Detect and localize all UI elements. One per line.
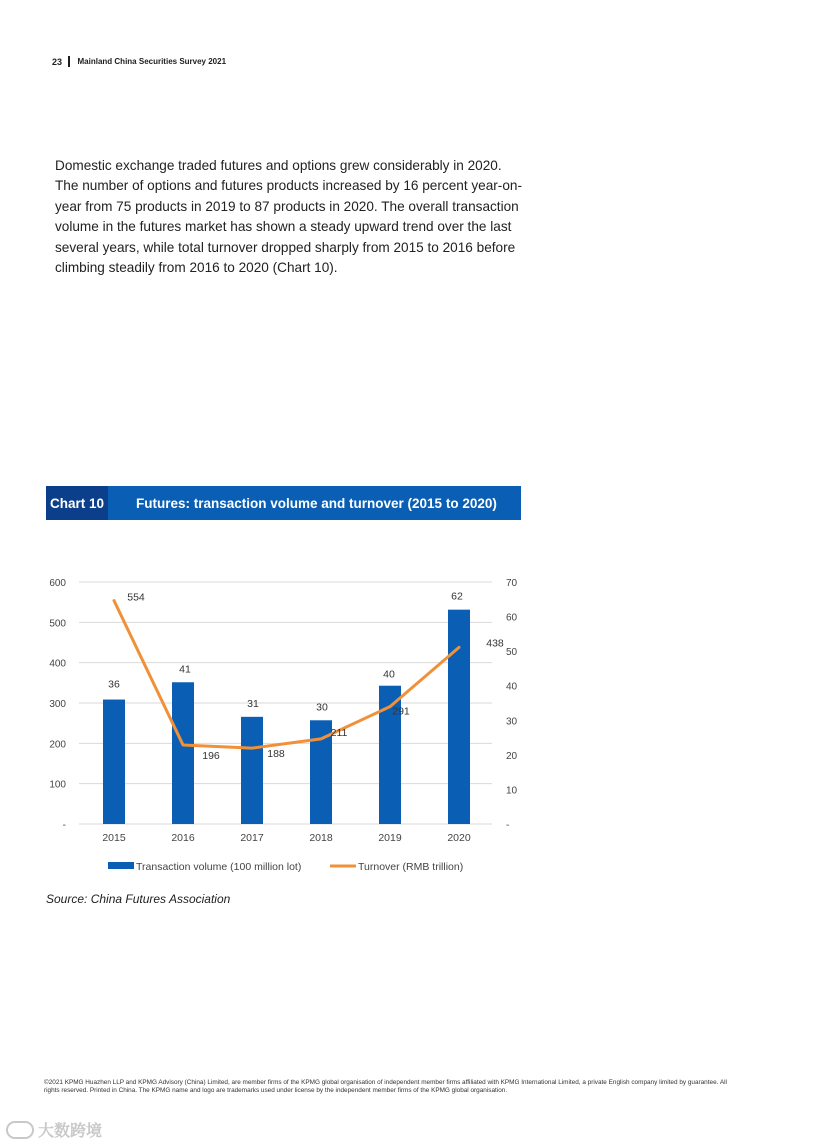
document-title: Mainland China Securities Survey 2021 — [77, 57, 227, 66]
left-axis-tick-label: 500 — [49, 618, 66, 630]
right-axis-tick-label: 30 — [506, 716, 518, 728]
line-data-label: 196 — [202, 749, 220, 762]
right-axis-tick-label: - — [506, 820, 510, 831]
right-axis-tick-label: 20 — [506, 750, 518, 762]
bar-data-label: 40 — [383, 668, 395, 681]
line-data-label: 188 — [267, 748, 285, 761]
chart-title: Futures: transaction volume and turnover (2015 to 2020) — [136, 495, 497, 511]
watermark-text: 大数跨境 — [38, 1123, 103, 1140]
left-axis-tick-label: - — [62, 820, 66, 831]
chart-number-tag: Chart 10 — [46, 486, 108, 520]
bar-data-label: 62 — [451, 590, 463, 603]
x-axis-tick-label: 2020 — [447, 832, 471, 844]
line-data-label: 438 — [486, 637, 504, 650]
legend-line-label: Turnover (RMB trillion) — [358, 861, 464, 873]
volume-bar — [103, 700, 125, 824]
right-axis-tick-label: 10 — [506, 785, 518, 797]
page-number: 23 — [52, 56, 63, 67]
bar-data-label: 30 — [316, 701, 328, 714]
x-axis-tick-label: 2015 — [102, 832, 126, 844]
right-axis-tick-label: 50 — [506, 647, 518, 659]
volume-bar — [448, 610, 470, 824]
volume-bar — [241, 717, 263, 824]
x-axis-tick-label: 2016 — [171, 832, 195, 844]
left-axis-tick-label: 600 — [49, 578, 66, 589]
bar-data-label: 31 — [247, 697, 259, 710]
copyright-footer: ©2021 KPMG Huazhen LLP and KPMG Advisory (China) Limited, are member firms of the KPMG global organisation of independent member firms affiliated with KPMG International Limited, a private English company limited by guarantee. All rights reserved. Printed in China. The KPMG name and logo are trademarks used under license by the independent member firms of the KPMG global organisation. — [44, 1079, 727, 1095]
watermark-logo-icon — [6, 1121, 34, 1139]
bar-data-label: 36 — [108, 678, 120, 691]
x-axis-tick-label: 2017 — [240, 832, 264, 844]
left-axis-tick-label: 400 — [49, 658, 66, 670]
x-axis-tick-label: 2019 — [378, 832, 402, 844]
line-data-label: 211 — [330, 726, 348, 739]
right-axis-tick-label: 70 — [506, 578, 518, 589]
legend-bar-swatch — [108, 862, 134, 869]
right-axis-tick-label: 40 — [506, 681, 518, 693]
right-axis-tick-label: 60 — [506, 612, 518, 624]
line-data-label: 291 — [392, 705, 410, 718]
line-data-label: 554 — [127, 591, 145, 604]
intro-paragraph: Domestic exchange traded futures and options grew considerably in 2020. The number of options and futures products increased by 16 percent year-on-year from 75 products in 2019 to 87 products in 2020. The overall transaction volume in the futures market has shown a steady upward trend over the last several years, while total turnover dropped sharply from 2015 to 2016 before climbing steadily from 2016 to 2020 (Chart 10). — [55, 158, 522, 276]
left-axis-tick-label: 200 — [49, 739, 66, 751]
bar-data-label: 41 — [179, 663, 191, 676]
volume-bar — [172, 682, 194, 824]
watermark — [6, 1118, 102, 1141]
legend-bar-label: Transaction volume (100 million lot) — [136, 861, 302, 873]
left-axis-tick-label: 300 — [49, 699, 66, 710]
source-note: Source: China Futures Association — [46, 892, 231, 906]
left-axis-tick-label: 100 — [49, 779, 66, 791]
x-axis-tick-label: 2018 — [309, 832, 333, 844]
